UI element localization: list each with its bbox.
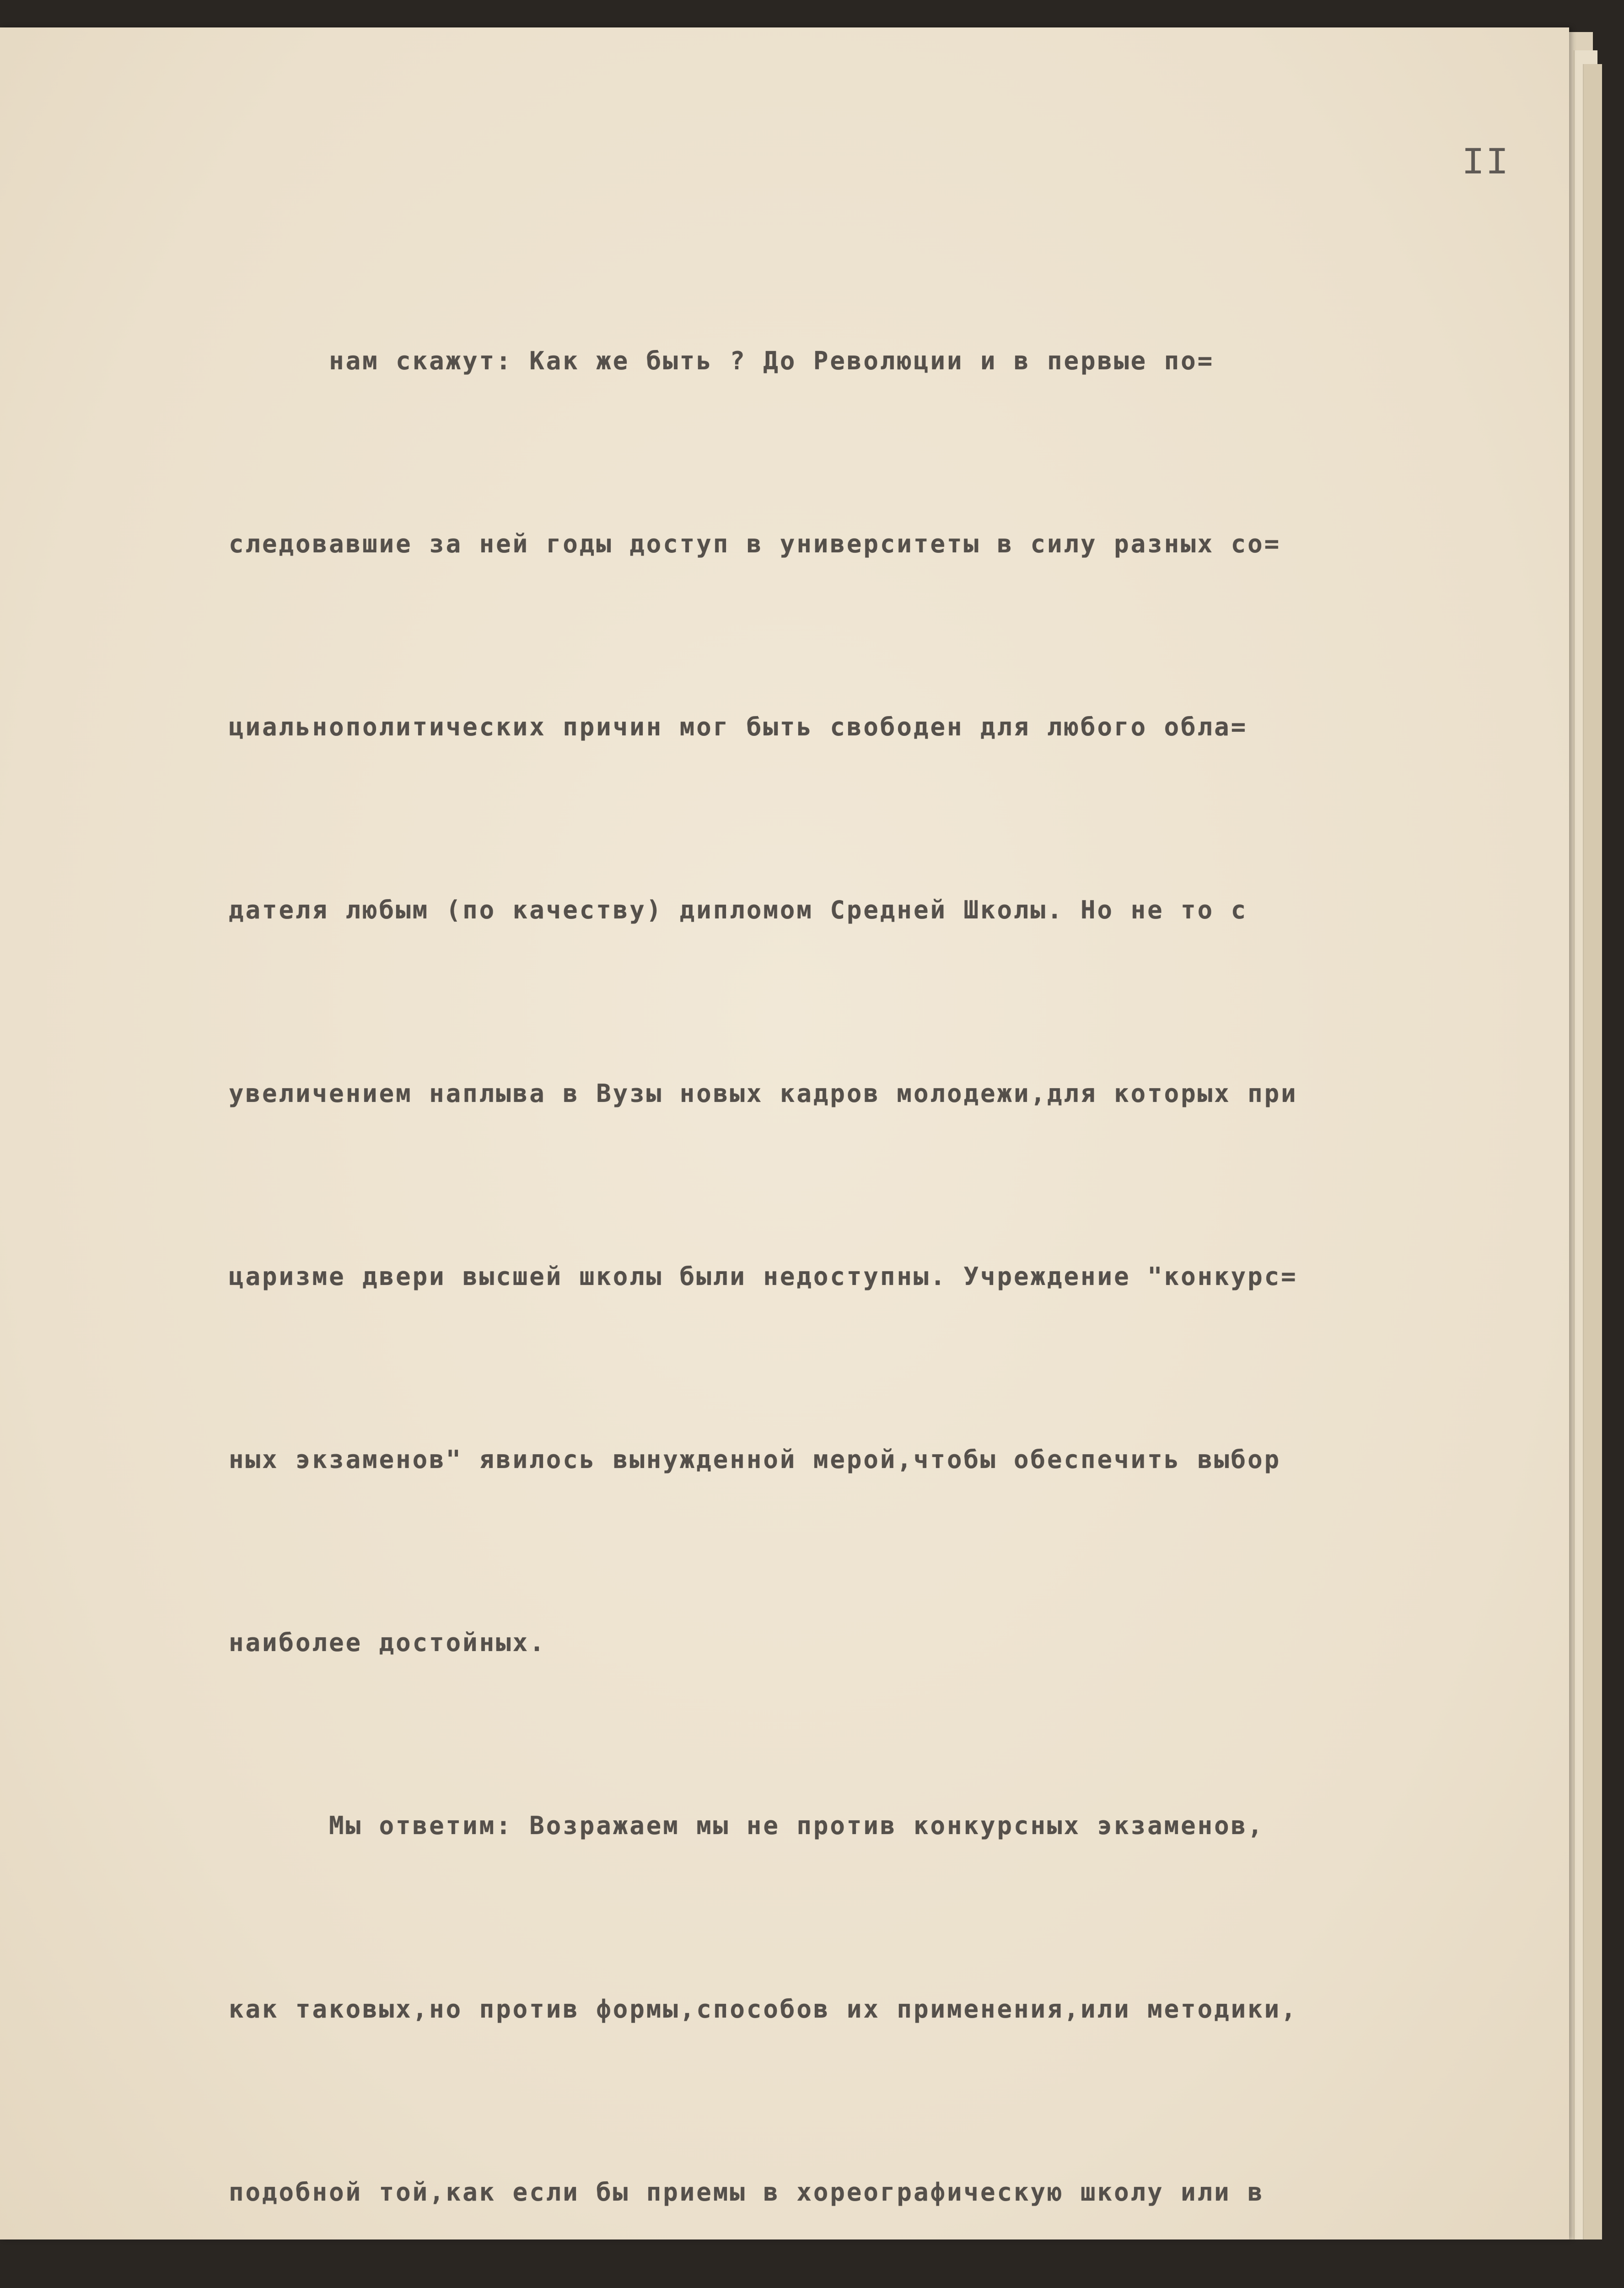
- text-line: как таковых,но против формы,способов их применения,или методики,: [229, 1994, 1298, 2024]
- text-line: увеличением наплыва в Вузы новых кадров молодежи,для которых при: [229, 1079, 1298, 1108]
- page-edge: [1583, 64, 1602, 2239]
- text-line: нам скажут: Как же быть ? До Революции и в первые по=: [229, 346, 1215, 375]
- text-line: следовавшие за ней годы доступ в университеты в силу разных со=: [229, 529, 1281, 559]
- typed-body: [229, 208, 1555, 2288]
- text-line: Мы ответим: Возражаем мы не против конкурсных экзаменов,: [229, 1811, 1264, 1840]
- text-line: наиболее достойных.: [229, 1628, 546, 1657]
- text-line: подобной той,как если бы приемы в хореографическую школу или в: [229, 2177, 1264, 2207]
- text-line: ных экзаменов" явилось вынужденной мерой,чтобы обеспечить выбор: [229, 1445, 1281, 1474]
- text-line: дателя любым (по качеству) дипломом Средней Школы. Но не то с: [229, 896, 1248, 925]
- text-line: циальнополитических причин мог быть свободен для любого обла=: [229, 712, 1248, 742]
- page-number: II: [1462, 142, 1510, 185]
- text-line: царизме двери высшей школы были недоступны. Учреждение "конкурс=: [229, 1262, 1298, 1291]
- typewritten-page: [0, 27, 1569, 2239]
